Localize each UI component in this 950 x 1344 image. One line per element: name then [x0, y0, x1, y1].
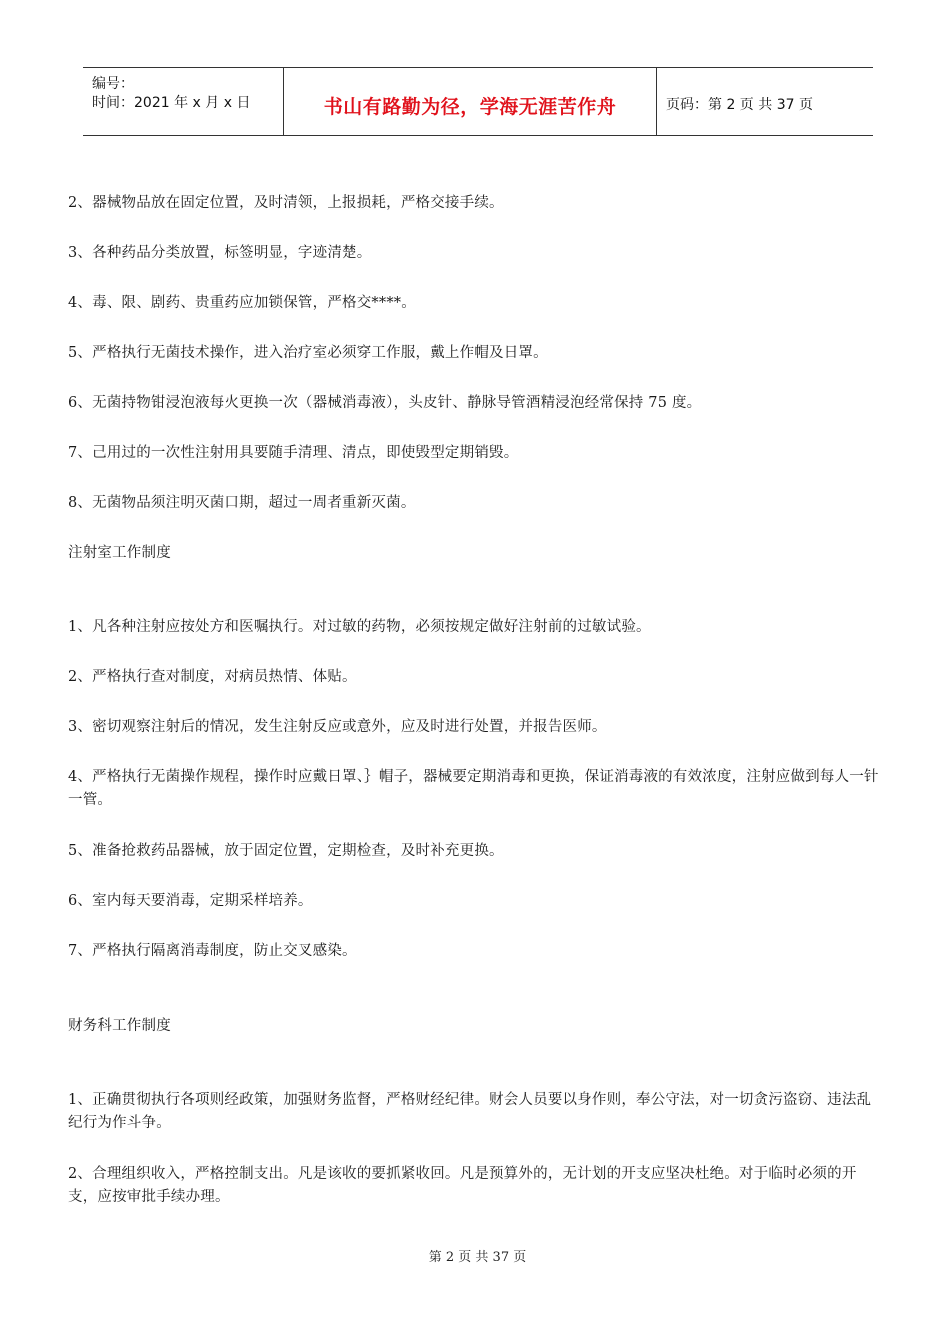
document-date-label: 时间：2021 年 x 月 x 日	[92, 95, 251, 111]
paragraph: 2、合理组织收入，严格控制支出。凡是该收的要抓紧收回。凡是预算外的，无计划的开支应坚决杜绝。对于临时必须的开支，应按审批手续办理。	[68, 1166, 857, 1205]
document-number-label: 编号：	[92, 76, 134, 92]
section-heading-finance: 财务科工作制度	[68, 1018, 171, 1034]
paragraph: 2、器械物品放在固定位置，及时清领，上报损耗，严格交接手续。	[68, 195, 504, 211]
paragraph: 1、凡各种注射应按处方和医嘱执行。对过敏的药物，必须按规定做好注射前的过敏试验。	[68, 619, 651, 635]
paragraph: 6、无菌持物钳浸泡液每火更换一次（器械消毒液），头皮针、静脉导管酒精浸泡经常保持 75 度。	[68, 395, 702, 411]
page-header	[83, 67, 873, 136]
paragraph: 6、室内每天要消毒，定期采样培养。	[68, 893, 313, 909]
paragraph: 7、己用过的一次性注射用具要随手清理、清点，即使毁型定期销毁。	[68, 445, 519, 461]
header-motto: 书山有路勤为径，学海无涯苦作舟	[323, 96, 617, 118]
paragraph: 3、各种药品分类放置，标签明显，字迹清楚。	[68, 245, 372, 261]
paragraph: 4、毒、限、剧药、贵重药应加锁保管，严格交****。	[68, 295, 416, 311]
header-left-cell	[83, 68, 284, 135]
header-page-info: 页码：第 2 页 共 37 页	[666, 97, 813, 113]
paragraph: 5、准备抢救药品器械，放于固定位置，定期检查，及时补充更换。	[68, 843, 504, 859]
paragraph: 3、密切观察注射后的情况，发生注射反应或意外，应及时进行处置，并报告医师。	[68, 719, 607, 735]
header-middle-cell	[284, 68, 657, 135]
section-heading-injection-room: 注射室工作制度	[68, 545, 171, 561]
header-right-cell	[657, 68, 873, 135]
paragraph: 5、严格执行无菌技术操作，进入治疗室必须穿工作服，戴上作帽及日罩。	[68, 345, 548, 361]
paragraph: 2、严格执行查对制度，对病员热情、体贴。	[68, 669, 357, 685]
page-footer: 第 2 页 共 37 页	[428, 1250, 527, 1265]
paragraph: 4、严格执行无菌操作规程，操作时应戴日罩、｝帽子，器械要定期消毒和更换，保证消毒液的有效浓度，注射应做到每人一针一管。	[68, 769, 879, 808]
paragraph: 7、严格执行隔离消毒制度，防止交叉感染。	[68, 943, 357, 959]
paragraph: 1、正确贯彻执行各项则经政策，加强财务监督，严格财经纪律。财会人员要以身作则，奉公守法，对一切贪污盗窃、违法乱纪行为作斗争。	[68, 1092, 872, 1131]
paragraph: 8、无菌物品须注明灭菌口期，超过一周者重新灭菌。	[68, 495, 416, 511]
